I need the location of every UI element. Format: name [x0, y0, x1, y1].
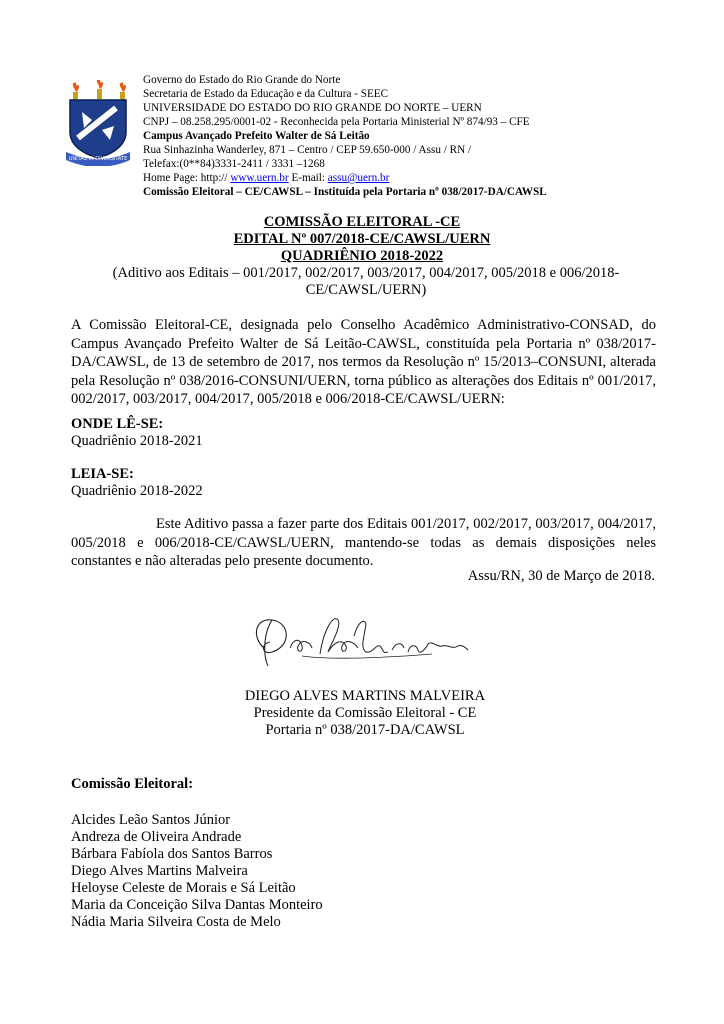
header-cnpj-line: CNPJ – 08.258.295/0001-02 - Reconhecida pela Portaria Ministerial Nº 874/93 – CFE [143, 116, 530, 128]
torch-icon [73, 82, 79, 102]
torch-icon [97, 80, 103, 99]
signer-name: DIEGO ALVES MARTINS MALVEIRA [244, 688, 486, 704]
date-line: Assu/RN, 30 de Março de 2018. [467, 568, 655, 584]
uern-coat-of-arms-logo [64, 80, 132, 166]
commission-member: Heloyse Celeste de Morais e Sá Leitão [71, 880, 296, 896]
title-edital: EDITAL Nº 007/2018-CE/CAWSL/UERN [233, 231, 491, 247]
commission-member: Andreza de Oliveira Andrade [71, 829, 242, 845]
intro-paragraph: A Comissão Eleitoral-CE, designada pelo Conselho Acadêmico Administrativo-CONSAD, do Campus Avançado Prefeito Walter de Sá Leitão-CAWSL, constituída pela Portaria nº 038/2017-DA/CAWSL, de 13 de setembro de 2017, nos termos da Resolução nº 15/2013–CONSUNI, alterada pela Resolução nº 038/2016-CONSUNI/UERN, torna público as alterações dos Editais nº 001/2017, 002/2017, 003/2017, 004/2017, 005/2018 e 006/2018-CE/CAWSL/UERN: [71, 317, 656, 407]
commission-label: Comissão Eleitoral: [71, 776, 194, 792]
leia-se-label: LEIA-SE: [71, 466, 134, 482]
home-page-link[interactable]: www.uern.br [230, 172, 289, 184]
header-commission-line: Comissão Eleitoral – CE/CAWSL – Instituída pela Portaria nº 038/2017-DA/CAWSL [143, 186, 547, 198]
header-university-line: UNIVERSIDADE DO ESTADO DO RIO GRANDE DO NORTE – UERN [143, 102, 482, 114]
onde-le-se-label: ONDE LÊ-SE: [71, 416, 164, 432]
commission-member: Maria da Conceição Silva Dantas Monteiro [71, 897, 323, 913]
aditivo-paragraph: Este Aditivo passa a fazer parte dos Editais 001/2017, 002/2017, 003/2017, 004/2017, 005/2018 e 006/2018-CE/CAWSL/UERN, mantendo-se todas as demais disposições neles constantes e não alteradas pelo presente documento. [71, 516, 656, 569]
header-secretariat-line: Secretaria de Estado da Educação e da Cultura - SEEC [143, 88, 389, 100]
header-government-line: Governo do Estado do Rio Grande do Norte [143, 74, 341, 86]
onde-le-se-value: Quadriênio 2018-2021 [71, 433, 203, 449]
subtitle-aditivo: (Aditivo aos Editais – 001/2017, 002/2017, 003/2017, 004/2017, 005/2018 e 006/2018-CE/CAWSL/UERN) [112, 265, 620, 298]
shield-icon [70, 100, 126, 158]
signer-role: Presidente da Comissão Eleitoral - CE [253, 705, 477, 721]
email-link[interactable]: assu@uern.br [327, 172, 390, 184]
title-quadrienio: QUADRIÊNIO 2018-2022 [280, 248, 444, 264]
commission-member: Nádia Maria Silveira Costa de Melo [71, 914, 281, 930]
home-page-label: Home Page: http:// [143, 172, 228, 184]
header-telefax-line: Telefax:(0**84)3331-2411 / 3331 –1268 [143, 158, 325, 170]
header-contact-line [143, 171, 389, 185]
signer-portaria: Portaria nº 038/2017-DA/CAWSL [265, 722, 465, 738]
commission-member: Bárbara Fabíola dos Santos Barros [71, 846, 273, 862]
handwritten-signature [242, 608, 477, 673]
title-commission: COMISSÃO ELEITORAL -CE [263, 214, 461, 230]
commission-member: Diego Alves Martins Malveira [71, 863, 248, 879]
header-address-line: Rua Sinhazinha Wanderley, 871 – Centro / CEP 59.650-000 / Assu / RN / [143, 144, 472, 156]
commission-member: Alcides Leão Santos Júnior [71, 812, 231, 828]
header-campus-line: Campus Avançado Prefeito Walter de Sá Leitão [143, 130, 370, 142]
torch-icon [120, 82, 126, 102]
email-label: E-mail: [291, 172, 325, 184]
svg-text:UNITAS IN DIVERSITATE: UNITAS IN DIVERSITATE [68, 156, 128, 162]
leia-se-value: Quadriênio 2018-2022 [71, 483, 203, 499]
